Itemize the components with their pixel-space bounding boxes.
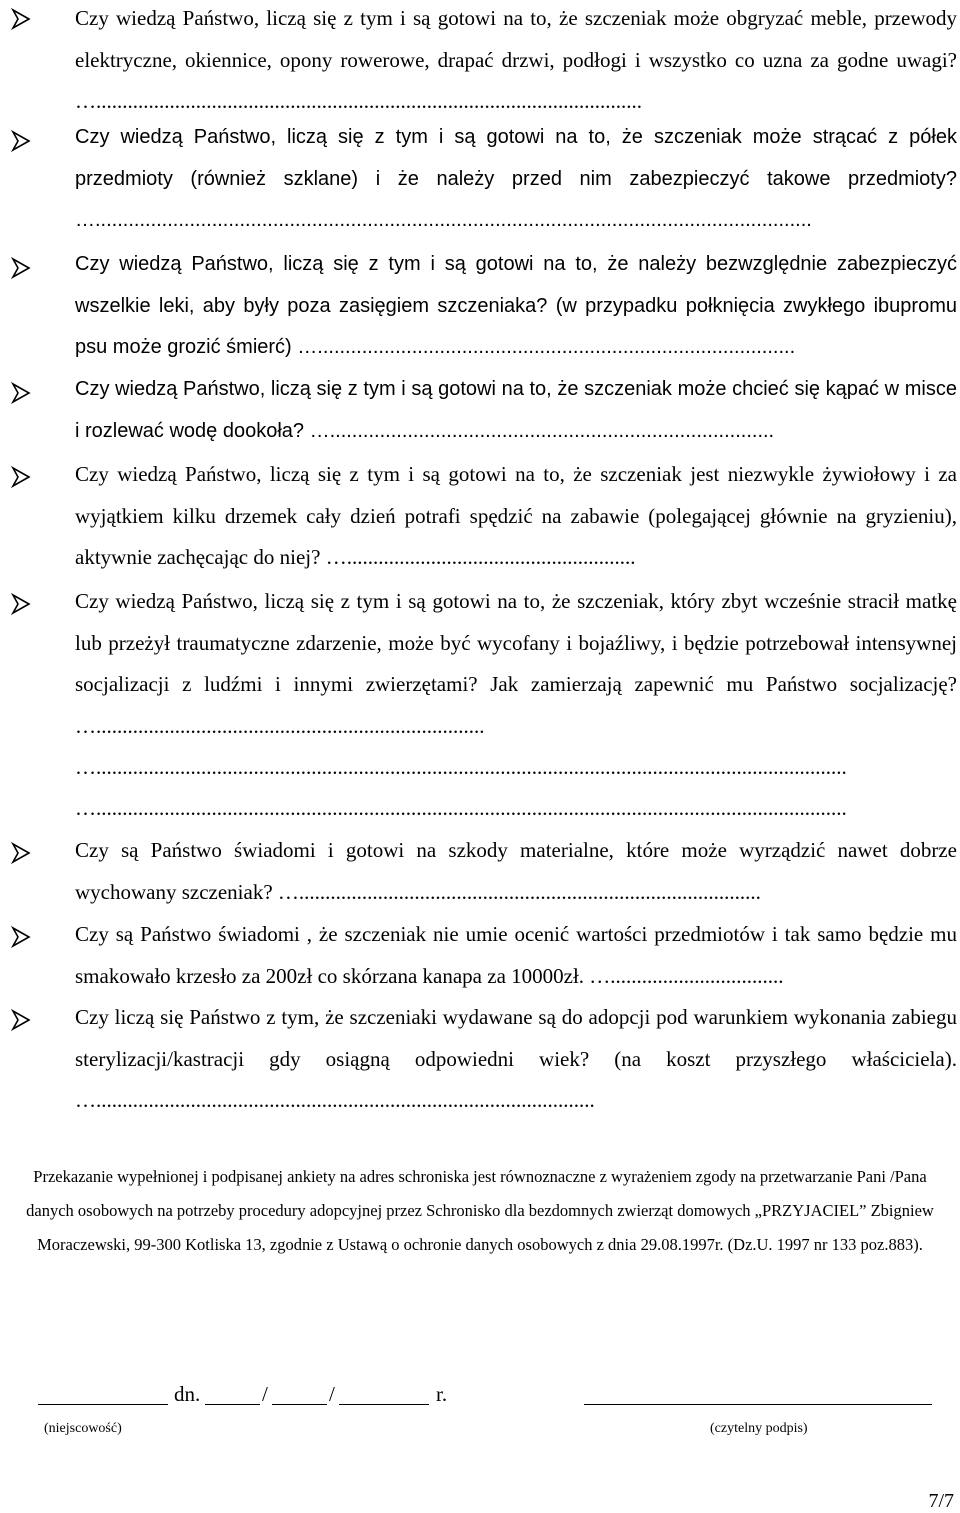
answer-line: …............................................................................................................................................... [75, 755, 847, 779]
place-caption: (niejscowość) [44, 1421, 122, 1436]
date-separator: / [329, 1382, 335, 1406]
arrowhead-bullet-icon [10, 257, 32, 279]
arrowhead-bullet-icon [10, 593, 32, 615]
place-field-line[interactable] [38, 1404, 168, 1405]
question-text: Czy wiedzą Państwo, liczą się z tym i są gotowi na to, że szczeniak może chcieć się kąpać w misce i rozlewać wodę dookoła? …................................................................................ [75, 378, 957, 442]
page-number: 7/7 [928, 1490, 954, 1512]
question-text: Czy są Państwo świadomi , że szczeniak nie umie ocenić wartości przedmiotów i tak samo będzie mu smakowało krzesło za 200zł co skórzana kanapa za 10000zł. …................................. [75, 922, 957, 988]
arrowhead-bullet-icon [10, 926, 32, 948]
question-text: Czy wiedzą Państwo, liczą się z tym i są gotowi na to, że szczeniak jest niezwykle żywiołowy i za wyjątkiem kilku drzemek cały dzień potrafi spędzić na zabawie (polegającej głównie na gryzieniu), aktywnie zachęcając do niej? …....................................................... [75, 462, 957, 569]
arrowhead-bullet-icon [10, 130, 32, 152]
answer-line: …............................................................................................................................................... [75, 796, 847, 820]
question-text: Czy wiedzą Państwo, liczą się z tym i są gotowi na to, że szczeniak może obgryzać meble, przewody elektryczne, okiennice, opony rowerowe, drapać drzwi, podłogi i wszystko co uzna za godne uwagi? …........................................................................................................ [75, 6, 957, 113]
arrowhead-bullet-icon [10, 842, 32, 864]
year-field-line[interactable] [339, 1404, 429, 1405]
month-field-line[interactable] [272, 1404, 327, 1405]
signature-caption: (czytelny podpis) [710, 1421, 808, 1436]
question-text: Czy liczą się Państwo z tym, że szczeniaki wydawane są do adopcji pod warunkiem wykonania zabiegu sterylizacji/kastracji gdy osiągną odpowiedni wiek? (na koszt przyszłego właściciela). …............................................................................................... [75, 1005, 957, 1112]
arrowhead-bullet-icon [10, 8, 32, 30]
arrowhead-bullet-icon [10, 382, 32, 404]
year-suffix: r. [436, 1382, 448, 1406]
day-label: dn. [174, 1382, 201, 1406]
signature-field-line[interactable] [584, 1404, 932, 1405]
day-field-line[interactable] [205, 1404, 260, 1405]
question-text: Czy wiedzą Państwo, liczą się z tym i są gotowi na to, że należy bezwzględnie zabezpieczyć wszelkie leki, aby były poza zasięgiem szczeniaka? (w przypadku połknięcia zwykłego ibupromu psu może grozić śmierć) …...................................................................................... [75, 253, 957, 358]
arrowhead-bullet-icon [10, 1009, 32, 1031]
arrowhead-bullet-icon [10, 466, 32, 488]
question-text: Czy są Państwo świadomi i gotowi na szkody materialne, które może wyrządzić nawet dobrze wychowany szczeniak? …........................................................................................ [75, 838, 957, 904]
date-separator: / [262, 1382, 268, 1406]
question-text: Czy wiedzą Państwo, liczą się z tym i są gotowi na to, że szczeniak, który zbyt wcześnie stracił matkę lub przeżył traumatyczne zdarzenie, może być wycofany i bojaźliwy, i będzie potrzebował intensywnej socjalizacji z ludźmi i innymi zwierzętami? Jak zamierzają zapewnić mu Państwo socjalizację? ….......................................................................... [75, 589, 957, 738]
consent-statement: Przekazanie wypełnionej i podpisanej ankiety na adres schroniska jest równoznaczne z wyrażeniem zgody na przetwarzanie Pani /Pana danych osobowych na potrzeby procedury adopcyjnej przez Schronisko dla bezdomnych zwierząt domowych „PRZYJACIEL” Zbigniew Moraczewski, 99-300 Kotliska 13, zgodnie z Ustawą o ochronie danych osobowych z dnia 29.08.1997r. (Dz.U. 1997 nr 133 poz.883). [26, 1167, 934, 1254]
question-text: Czy wiedzą Państwo, liczą się z tym i są gotowi na to, że szczeniak może strącać z półek przedmioty (również szklane) i że należy przed nim zabezpieczyć takowe przedmioty? …................................................................................................................................. [75, 126, 957, 231]
